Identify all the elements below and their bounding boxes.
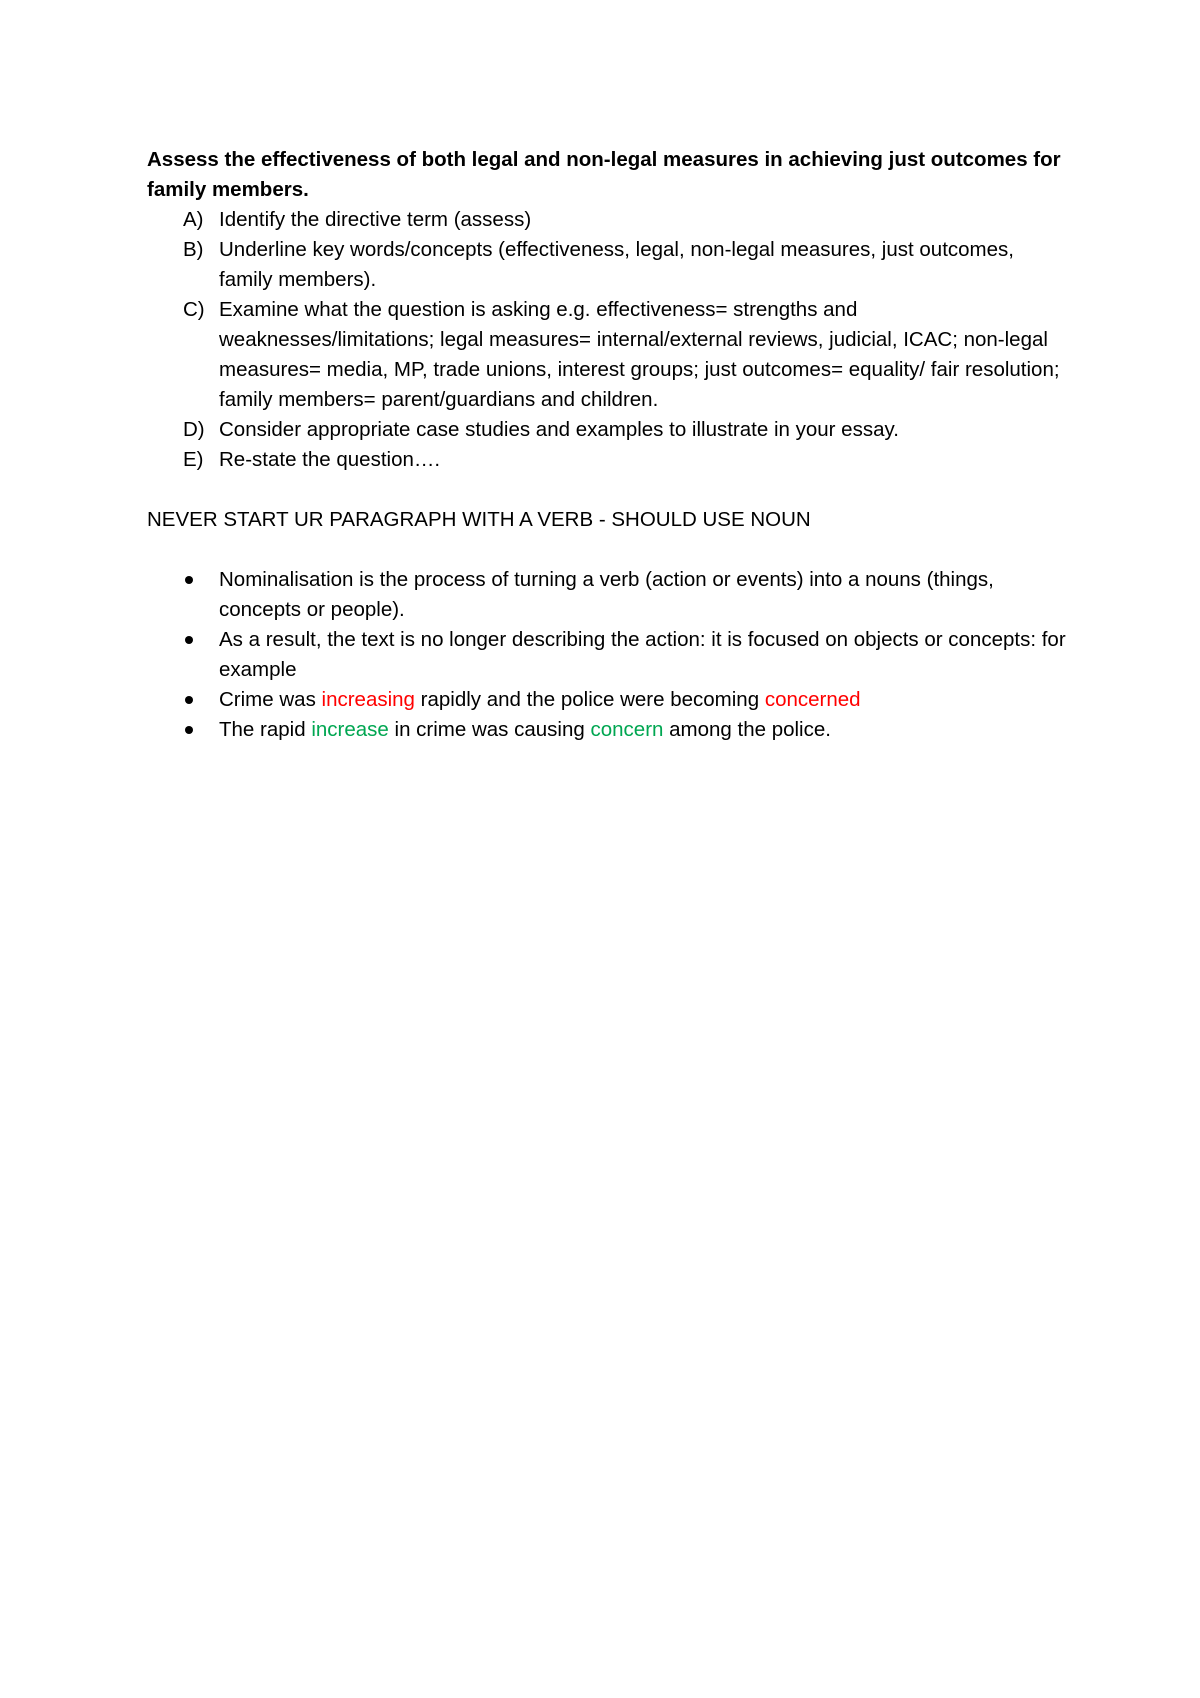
list-item xyxy=(147,205,1067,235)
bullet-icon xyxy=(185,696,193,704)
list-item xyxy=(147,445,1067,475)
verb-highlight: concerned xyxy=(764,688,861,711)
bullet-item xyxy=(147,565,1067,625)
bullet-item xyxy=(147,685,1067,715)
bullet-icon xyxy=(185,636,193,644)
list-item xyxy=(147,235,1067,295)
list-item xyxy=(147,295,1067,415)
steps-list xyxy=(147,205,1067,475)
bullet-text xyxy=(219,688,861,711)
list-item-text: Identify the directive term (assess) xyxy=(219,208,532,231)
list-marker: C) xyxy=(183,298,205,321)
list-item-text: Re-state the question…. xyxy=(219,448,441,471)
list-item xyxy=(147,415,1067,445)
noun-highlight: concern xyxy=(590,718,664,741)
example-text: among the police. xyxy=(663,718,831,741)
spacer xyxy=(147,535,1067,565)
bullet-text xyxy=(219,718,831,741)
list-marker: E) xyxy=(183,448,204,471)
example-text: Crime was xyxy=(219,688,322,711)
list-item-text: Underline key words/concepts (effectiveness, legal, non-legal measures, just outcomes, family members). xyxy=(219,238,1014,291)
bullet-text: As a result, the text is no longer describing the action: it is focused on objects or concepts: for example xyxy=(219,628,1066,681)
noun-highlight: increase xyxy=(311,718,389,741)
bullet-item xyxy=(147,625,1067,685)
bullet-icon xyxy=(185,726,193,734)
nominalisation-list xyxy=(147,565,1067,745)
example-text: The rapid xyxy=(219,718,312,741)
example-text: rapidly and the police were becoming xyxy=(414,688,765,711)
spacer xyxy=(147,475,1067,505)
bullet-item xyxy=(147,715,1067,745)
list-marker: A) xyxy=(183,208,204,231)
list-item-text: Consider appropriate case studies and examples to illustrate in your essay. xyxy=(219,418,899,441)
list-item-text: Examine what the question is asking e.g. effectiveness= strengths and weaknesses/limitations; legal measures= internal/external reviews, judicial, ICAC; non-legal measures= media, MP, trade unions, interest groups; just outcomes= equality/ fair resolution; family members= parent/guardians and children. xyxy=(219,298,1060,411)
bullet-icon xyxy=(185,576,193,584)
document-page xyxy=(147,145,1067,745)
bullet-text: Nominalisation is the process of turning a verb (action or events) into a nouns (things, concepts or people). xyxy=(219,568,994,621)
example-text: in crime was causing xyxy=(388,718,591,741)
list-marker: B) xyxy=(183,238,204,261)
question-heading: Assess the effectiveness of both legal and non-legal measures in achieving just outcomes for family members. xyxy=(147,148,1061,201)
verb-highlight: increasing xyxy=(321,688,415,711)
list-marker: D) xyxy=(183,418,205,441)
writing-rule: NEVER START UR PARAGRAPH WITH A VERB - SHOULD USE NOUN xyxy=(147,508,811,531)
